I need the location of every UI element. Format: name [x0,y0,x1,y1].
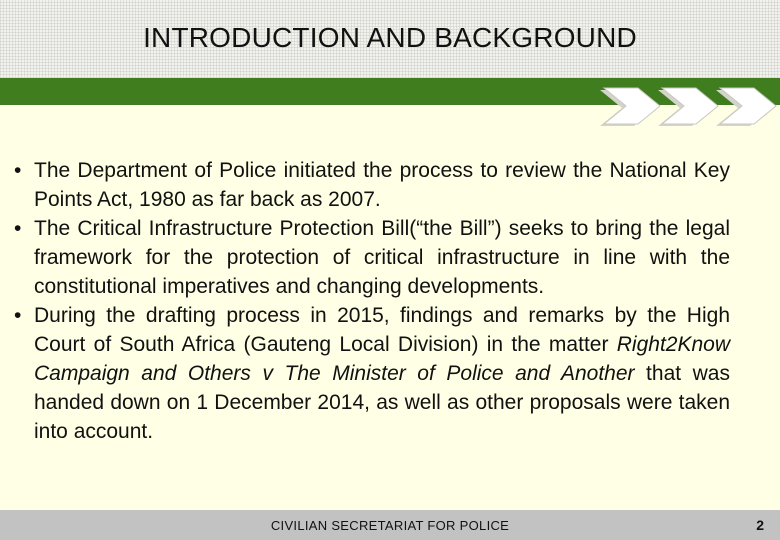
bullet-dot: • [14,217,22,240]
header-band [0,0,780,78]
footer-label: CIVILIAN SECRETARIAT FOR POLICE [270,518,510,533]
bullet-text: The Department of Police initiated the process to review the National Key Points Act, 1980 as far back as 2007. [34,159,730,211]
case-name: Right2Know Campaign and Others v The Minister of Police and Another [34,333,730,385]
bullet-text-before: During the drafting process in 2015, findings and remarks by the High Court of South Africa (Gauteng Local Division) in the matter [34,304,730,356]
chevron-right-icon [600,88,660,126]
bullet-text-after: that was handed down on 1 December 2014, as well as other proposals were taken into account. [34,362,730,443]
chevron-right-icon [658,88,718,126]
bullet-dot: • [14,159,22,182]
slide-title: INTRODUCTION AND BACKGROUND [143,22,637,53]
chevron-decoration [598,86,780,130]
bullet-item [12,301,730,446]
bullet-text: The Critical Infrastructure Protection Bill(“the Bill”) seeks to bring the legal framework for the protection of critical infrastructure in line with the constitutional imperatives and changing developments. [34,217,730,298]
chevron-right-icon [716,88,776,126]
footer-bar [0,510,780,540]
bullet-item [12,156,730,214]
page-number: 2 [756,517,764,533]
bullet-list [12,156,730,446]
bullet-item [12,214,730,301]
bullet-dot: • [14,304,22,327]
